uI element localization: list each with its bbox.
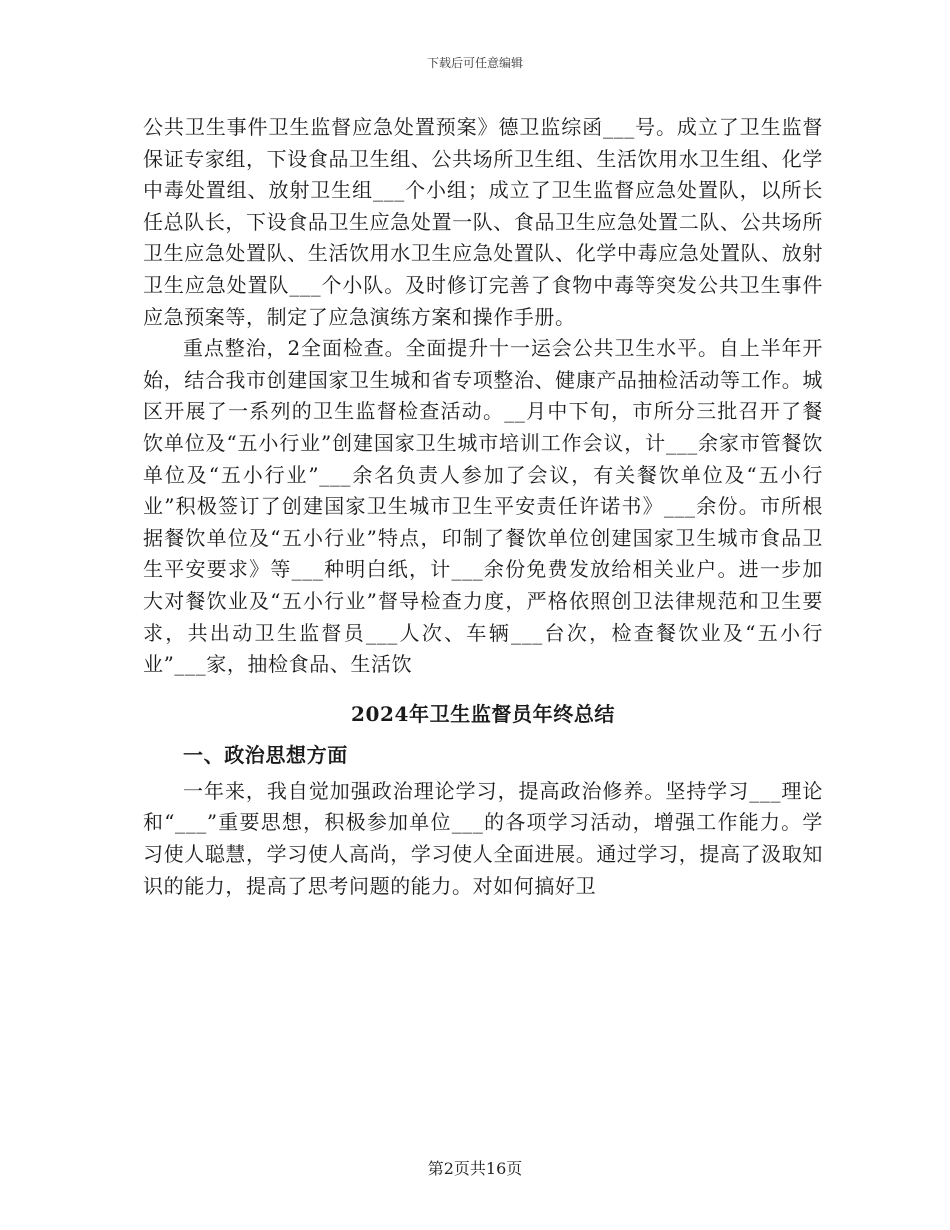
body-paragraph: 公共卫生事件卫生监督应急处置预案》德卫监综函___号。成立了卫生监督保证专家组，下设食品卫生组、公共场所卫生组、生活饮用水卫生组、化学中毒处置组、放射卫生组___个小组；成立了卫生监督应急处置队，以所长任总队长，下设食品卫生应急处置一队、食品卫生应急处置二队、公共场所卫生应急处置队、生活饮用水卫生应急处置队、化学中毒应急处置队、放射卫生应急处置队___个小队。及时修订完善了食物中毒等突发公共卫生事件应急预案等，制定了应急演练方案和操作手册。	[143, 115, 823, 329]
section-title: 2024年卫生监督员年终总结	[350, 701, 616, 726]
document-body	[143, 112, 823, 902]
body-paragraph: 重点整治，2全面检查。全面提升十一运会公共卫生水平。自上半年开始，结合我市创建国家卫生城和省专项整治、健康产品抽检活动等工作。城区开展了一系列的卫生监督检查活动。__月中下旬，市所分三批召开了餐饮单位及“五小行业”创建国家卫生城市培训工作会议，计___余家市管餐饮单位及“五小行业”___余名负责人参加了会议，有关餐饮单位及“五小行业”积极签订了创建国家卫生城市卫生平安责任许诺书》___余份。市所根据餐饮单位及“五小行业”特点，印制了餐饮单位创建国家卫生城市食品卫生平安要求》等___种明白纸，计___余份免费发放给相关业户。进一步加大对餐饮业及“五小行业”督导检查力度，严格依照创卫法律规范和卫生要求，共出动卫生监督员___人次、车辆___台次，检查餐饮业及“五小行业”___家，抽检食品、生活饮	[143, 336, 823, 677]
page-header: 下载后可任意编辑	[426, 56, 523, 70]
subheading: 一、政治思想方面	[183, 743, 348, 768]
body-paragraph: 一年来，我自觉加强政治理论学习，提高政治修养。坚持学习___理论和“___”重要思想，积极参加单位___的各项学习活动，增强工作能力。学习使人聪慧，学习使人高尚，学习使人全面进展。通过学习，提高了汲取知识的能力，提高了思考问题的能力。对如何搞好卫	[143, 778, 823, 898]
page-footer: 第2页共16页	[427, 1159, 523, 1178]
